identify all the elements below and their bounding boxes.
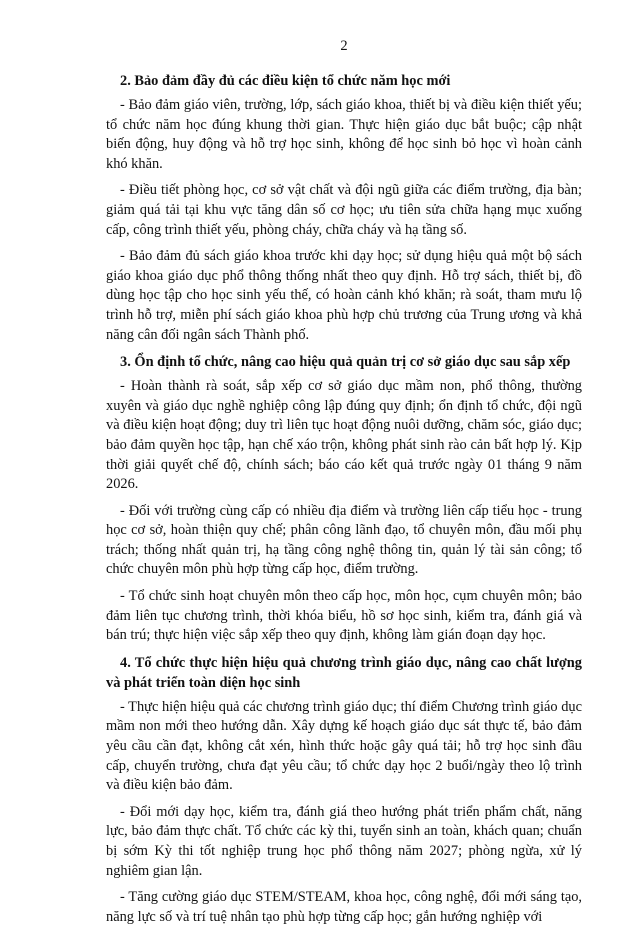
section-heading: 2. Bảo đảm đầy đủ các điều kiện tổ chức năm học mới bbox=[120, 73, 451, 89]
section-heading: 3. Ổn định tổ chức, nâng cao hiệu quả quản trị cơ sở giáo dục sau sắp xếp bbox=[120, 354, 571, 371]
section-2 bbox=[106, 71, 582, 345]
paragraph: - Đối với trường cùng cấp có nhiều địa điểm và trường liên cấp tiểu học - trung học cơ sở, hoàn thiện quy chế; phân công lãnh đạo, tổ chuyên môn, đầu mối phụ trách; thống nhất quản trị, hạ tầng công nghệ thông tin, quản lý tài sản công; tổ chức chuyên môn phù hợp từng cấp học, điểm trường. bbox=[106, 502, 582, 578]
section-3 bbox=[106, 352, 582, 646]
section-heading: 4. Tổ chức thực hiện hiệu quả chương trình giáo dục, nâng cao chất lượng và phát triển toàn diện học sinh bbox=[106, 654, 582, 691]
section-4 bbox=[106, 653, 582, 927]
paragraph: - Thực hiện hiệu quả các chương trình giáo dục; thí điểm Chương trình giáo dục mầm non mới theo hướng dẫn. Xây dựng kế hoạch giáo dục sát thực tế, bảo đảm yêu cầu cần đạt, không cắt xén, hình thức hoặc gây quá tải; hỗ trợ học sinh đầu cấp, chuyển trường, chưa đạt yêu cầu; tổ chức dạy học 2 buổi/ngày theo lộ trình và điều kiện bảo đảm. bbox=[106, 698, 582, 794]
paragraph: - Tăng cường giáo dục STEM/STEAM, khoa học, công nghệ, đổi mới sáng tạo, năng lực số và trí tuệ nhân tạo phù hợp từng cấp học; gắn hướng nghiệp với bbox=[106, 889, 582, 925]
page-number: 2 bbox=[340, 38, 348, 54]
paragraph: - Điều tiết phòng học, cơ sở vật chất và đội ngũ giữa các điểm trường, địa bàn; giảm quá tải tại khu vực tăng dân số cơ học; ưu tiên sửa chữa hạng mục xuống cấp, công trình thiết yếu, phòng cháy, chữa cháy và hạ tầng số. bbox=[106, 182, 582, 238]
paragraph: - Đổi mới dạy học, kiểm tra, đánh giá theo hướng phát triển phẩm chất, năng lực, bảo đảm thực chất. Tổ chức các kỳ thi, tuyển sinh an toàn, khách quan; chuẩn bị sớm Kỳ thi tốt nghiệp trung học phổ thông năm 2027; phòng ngừa, xử lý nghiêm gian lận. bbox=[106, 803, 582, 879]
paragraph: - Tổ chức sinh hoạt chuyên môn theo cấp học, môn học, cụm chuyên môn; bảo đảm liên tục chương trình, thời khóa biểu, hồ sơ học sinh, kiểm tra, đánh giá và bán trú; thực hiện việc sắp xếp theo quy định, không làm gián đoạn dạy học. bbox=[106, 588, 582, 644]
paragraph: - Bảo đảm giáo viên, trường, lớp, sách giáo khoa, thiết bị và điều kiện thiết yếu; tổ chức năm học đúng khung thời gian. Thực hiện giáo dục bắt buộc; cập nhật biến động, huy động và hỗ trợ học sinh, không để học sinh bỏ học vì hoàn cảnh khó khăn. bbox=[106, 97, 582, 172]
paragraph: - Hoàn thành rà soát, sắp xếp cơ sở giáo dục mầm non, phổ thông, thường xuyên và giáo dục nghề nghiệp công lập đúng quy định; ổn định tổ chức, đội ngũ và điều kiện hoạt động; duy trì liên tục hoạt động nuôi dưỡng, chăm sóc, giáo dục; bảo đảm quyền học tập, hạn chế xáo trộn, không phát sinh rào cản bất hợp lý. Kịp thời giải quyết chế độ, chính sách; báo cáo kết quả trước ngày 01 tháng 9 năm 2026. bbox=[106, 378, 582, 493]
paragraph: - Bảo đảm đủ sách giáo khoa trước khi dạy học; sử dụng hiệu quả một bộ sách giáo khoa giáo dục phổ thông thống nhất theo quy định. Hỗ trợ sách, thiết bị, đồ dùng học tập cho học sinh yếu thế, có hoàn cảnh khó khăn; rà soát, tham mưu lộ trình hỗ trợ, miễn phí sách giáo khoa phù hợp chủ trương của Trung ương và khả năng cân đối ngân sách Thành phố. bbox=[106, 248, 582, 343]
